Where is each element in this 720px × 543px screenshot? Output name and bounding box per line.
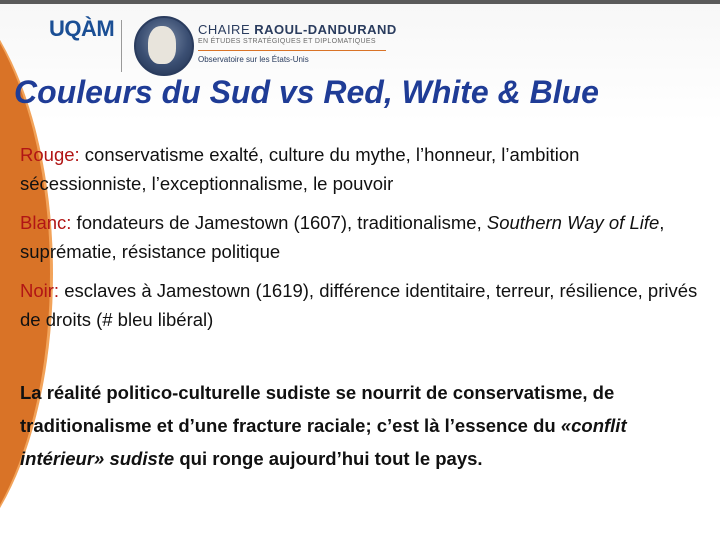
text-blanc-b: , suprématie, résistance politique: [20, 212, 665, 262]
list-item-rouge: [20, 140, 710, 198]
text-rouge: conservatisme exalté, culture du mythe, l’honneur, l’ambition sécessionniste, l’exceptionnalisme, le pouvoir: [20, 144, 580, 194]
conclusion-text: [20, 376, 712, 475]
slide-title: Couleurs du Sud vs Red, White & Blue: [14, 74, 599, 110]
conclusion-italic: «conflit intérieur» sudiste: [20, 415, 627, 469]
list-item-noir: [20, 276, 710, 334]
label-noir: Noir:: [20, 280, 60, 301]
chaire-prefix: CHAIRE: [198, 22, 255, 37]
portrait-icon: [148, 26, 176, 64]
text-noir: esclaves à Jamestown (1619), différence identitaire, terreur, résilience, privés de droits (# bleu libéral): [20, 280, 698, 330]
label-blanc: Blanc:: [20, 212, 72, 233]
observatoire-label: Observatoire sur les États-Unis: [198, 55, 309, 64]
conclusion-part1: La réalité politico-culturelle sudiste se nourrit de conservatisme, de traditionalisme et d’une fracture raciale; c’est là l’essence du: [20, 382, 615, 436]
list-item-blanc: [20, 208, 710, 266]
text-blanc-italic: Southern Way of Life: [486, 212, 660, 233]
chaire-subtitle: EN ÉTUDES STRATÉGIQUES ET DIPLOMATIQUES: [198, 38, 376, 45]
label-rouge: Rouge:: [20, 144, 80, 165]
text-blanc-a: fondateurs de Jamestown (1607), traditionalisme,: [71, 212, 487, 233]
conclusion-part2: qui ronge aujourd’hui tout le pays.: [174, 448, 483, 469]
color-list: [20, 140, 710, 344]
chaire-name: [198, 22, 397, 37]
chaire-name-bold: RAOUL-DANDURAND: [254, 22, 397, 37]
slide-header: [0, 4, 720, 80]
chaire-seal-logo: [134, 16, 194, 76]
uqam-logo: UQÀM: [49, 16, 115, 41]
slide: [0, 4, 720, 543]
chaire-rule: [198, 50, 386, 51]
header-divider: [121, 20, 122, 72]
